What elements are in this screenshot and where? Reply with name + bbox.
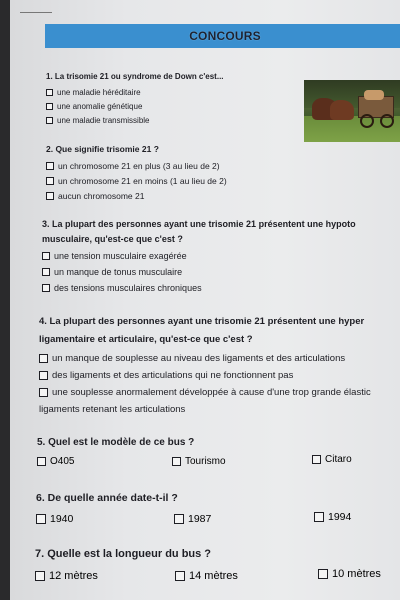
checkbox[interactable] xyxy=(314,512,324,522)
options-row-q7 xyxy=(35,570,381,582)
option-label: un chromosome 21 en plus (3 au lieu de 2) xyxy=(58,160,220,171)
option-label: une maladie héréditaire xyxy=(57,87,141,97)
option-label: une souplesse anormalement développée à cause d'une trop grande élastic xyxy=(52,387,371,398)
option-label: des ligaments et des articulations qui ne fonctionnent pas xyxy=(52,370,294,381)
option-row[interactable] xyxy=(46,188,227,203)
option-label: une maladie transmissible xyxy=(57,115,150,125)
question-title: 1. La trisomie 21 ou syndrome de Down c'est... xyxy=(46,72,224,81)
question-title: 7. Quelle est la longueur du bus ? xyxy=(35,548,212,560)
question-5 xyxy=(37,437,194,448)
horse-carriage-photo xyxy=(304,80,400,142)
checkbox[interactable] xyxy=(46,89,53,96)
option-row[interactable] xyxy=(42,248,356,264)
option-label: O405 xyxy=(50,456,75,467)
checkbox[interactable] xyxy=(46,162,54,170)
header-banner xyxy=(45,24,400,48)
checkbox[interactable] xyxy=(318,569,328,579)
option-label: 1940 xyxy=(50,513,74,525)
option-label: une anomalie génétique xyxy=(57,101,143,111)
question-title: 4. La plupart des personnes ayant une trisomie 21 présentent une hyper xyxy=(39,316,365,327)
option-label: 14 mètres xyxy=(189,570,238,582)
page-title: CONCOURS xyxy=(189,29,261,43)
question-6 xyxy=(36,492,178,504)
checkbox[interactable] xyxy=(46,177,54,185)
checkbox[interactable] xyxy=(39,354,48,363)
option-label: une tension musculaire exagérée xyxy=(54,251,187,261)
checkbox[interactable] xyxy=(174,514,184,524)
question-4 xyxy=(39,316,371,418)
option-label: 1994 xyxy=(328,511,352,523)
options-row-q5 xyxy=(37,456,352,467)
checkbox[interactable] xyxy=(46,117,53,124)
question-title: 3. La plupart des personnes ayant une trisomie 21 présentent une hypoto xyxy=(42,219,356,229)
checkbox[interactable] xyxy=(42,252,50,260)
option-row[interactable] xyxy=(46,158,227,173)
question-title: 2. Que signifie trisomie 21 ? xyxy=(46,144,159,154)
checkbox[interactable] xyxy=(172,457,181,466)
option-row[interactable] xyxy=(318,566,381,582)
option-row[interactable] xyxy=(46,173,227,188)
checkbox[interactable] xyxy=(36,514,46,524)
option-label: Tourismo xyxy=(185,456,226,467)
option-label: un manque de tonus musculaire xyxy=(54,267,183,277)
question-title: 5. Quel est le modèle de ce bus ? xyxy=(37,437,195,448)
option-row[interactable] xyxy=(46,99,224,113)
top-divider xyxy=(20,12,52,13)
option-row[interactable] xyxy=(312,452,352,467)
option-row[interactable] xyxy=(36,513,174,525)
option-row[interactable] xyxy=(175,570,318,582)
options-row-q6 xyxy=(36,513,351,525)
option-label-continued: ligaments retenant les articulations xyxy=(39,404,186,415)
option-row[interactable] xyxy=(35,570,175,582)
checkbox[interactable] xyxy=(39,388,48,397)
question-2 xyxy=(46,144,227,203)
checkbox[interactable] xyxy=(175,571,185,581)
questionnaire-sheet xyxy=(10,0,400,600)
question-title-continued: ligamentaire et articulaire, qu'est-ce que c'est ? xyxy=(39,334,253,345)
question-title-continued: musculaire, qu'est-ce que c'est ? xyxy=(42,234,183,244)
question-1 xyxy=(46,72,224,127)
option-row[interactable] xyxy=(314,509,351,525)
option-row[interactable] xyxy=(39,367,371,384)
checkbox[interactable] xyxy=(39,371,48,380)
checkbox[interactable] xyxy=(42,284,50,292)
checkbox[interactable] xyxy=(42,268,50,276)
checkbox[interactable] xyxy=(46,103,53,110)
option-label: 12 mètres xyxy=(49,570,98,582)
option-row[interactable] xyxy=(172,456,312,467)
option-row[interactable] xyxy=(46,113,224,127)
option-label: un manque de souplesse au niveau des ligaments et des articulations xyxy=(52,353,346,364)
option-label: 10 mètres xyxy=(332,568,381,580)
option-row[interactable] xyxy=(174,513,314,525)
checkbox[interactable] xyxy=(46,192,54,200)
option-label: un chromosome 21 en moins (1 au lieu de 2) xyxy=(58,175,227,186)
option-row[interactable] xyxy=(42,264,356,280)
question-3 xyxy=(42,219,356,296)
option-row[interactable] xyxy=(39,384,371,401)
option-row[interactable] xyxy=(39,350,371,367)
option-label: aucun chromosome 21 xyxy=(58,190,145,201)
option-label: des tensions musculaires chroniques xyxy=(54,283,202,293)
checkbox[interactable] xyxy=(37,457,46,466)
option-row[interactable] xyxy=(46,85,224,99)
option-label: Citaro xyxy=(325,454,352,465)
question-7 xyxy=(35,548,211,560)
question-title: 6. De quelle année date-t-il ? xyxy=(36,492,178,504)
checkbox[interactable] xyxy=(35,571,45,581)
option-row[interactable] xyxy=(42,280,356,296)
checkbox[interactable] xyxy=(312,455,321,464)
option-row[interactable] xyxy=(37,456,172,467)
option-label: 1987 xyxy=(188,513,212,525)
